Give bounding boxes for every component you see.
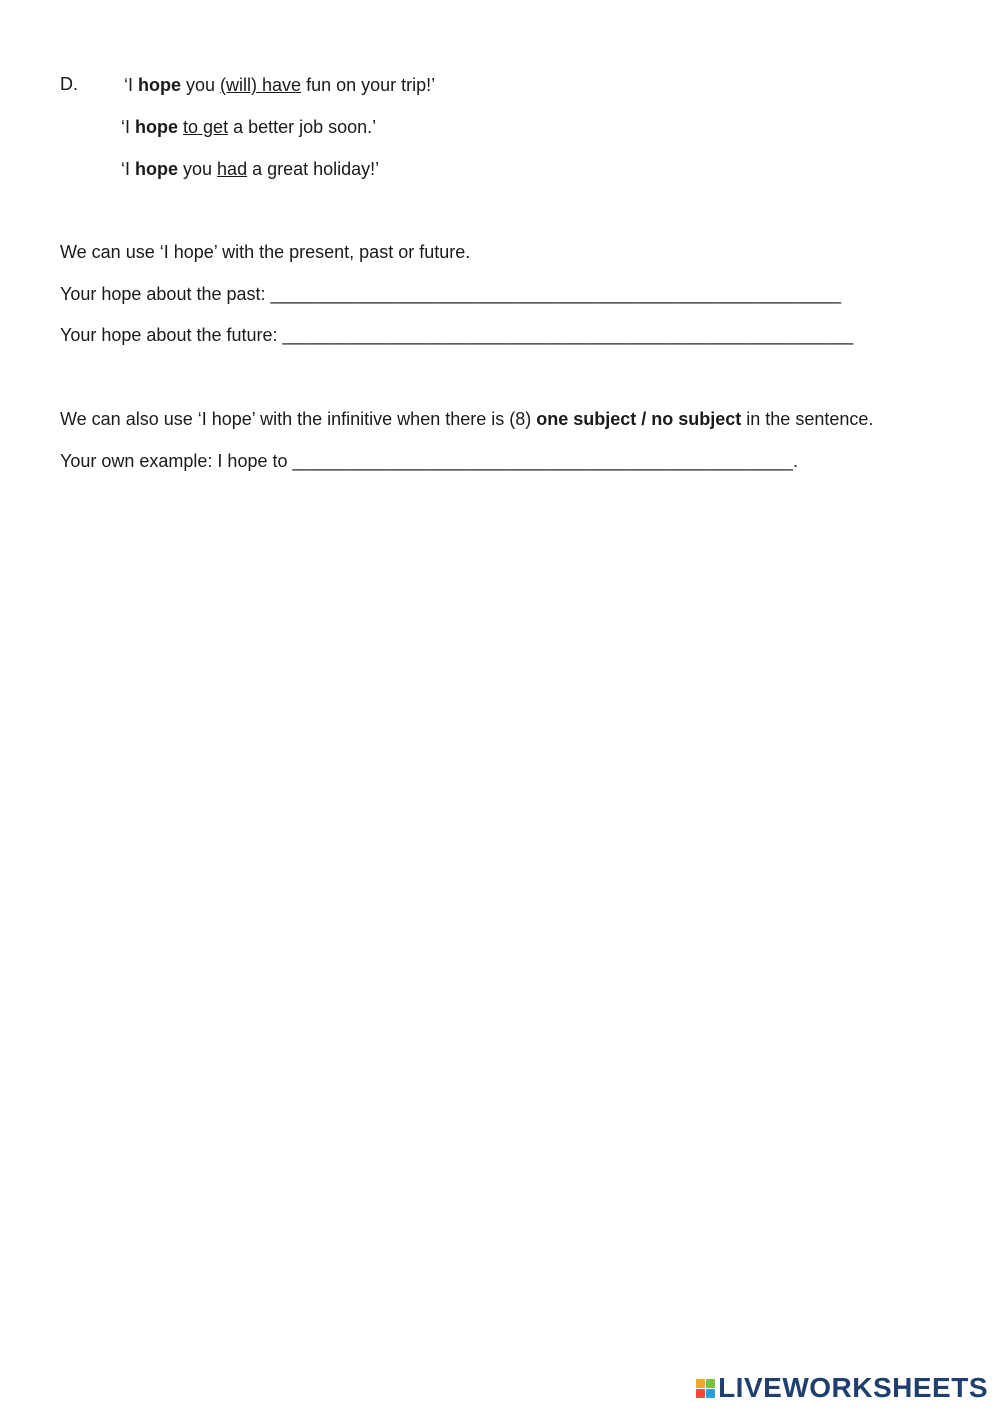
- liveworksheets-mark-icon: [696, 1379, 715, 1398]
- own-example-line: Your own example: I hope to __________________________________________________.: [60, 451, 799, 471]
- past-hope-blank[interactable]: _________________________________________________________: [270, 284, 842, 304]
- own-example-prompt: Your own example: I hope to: [60, 451, 293, 471]
- example-sentence-1: ‘I hope you (will) have fun on your trip!’: [124, 75, 436, 95]
- past-hope-prompt: Your hope about the past:: [60, 284, 271, 304]
- intro-text: We can use ‘I hope’ with the present, past or future.: [60, 242, 471, 262]
- future-hope-blank[interactable]: _________________________________________________________: [282, 325, 854, 345]
- subject-choice[interactable]: one subject / no subject: [536, 409, 742, 429]
- infinitive-rule: We can also use ‘I hope’ with the infinitive when there is (8) one subject / no subject in the sentence.: [60, 409, 874, 429]
- future-hope-prompt: Your hope about the future:: [60, 325, 283, 345]
- liveworksheets-logo: [696, 1373, 988, 1403]
- section-letter: D.: [60, 74, 78, 94]
- brand-name: LIVEWORKSHEETS: [718, 1372, 988, 1403]
- future-hope-line: [60, 324, 853, 346]
- example-sentence-2: ‘I hope to get a better job soon.’: [121, 117, 377, 137]
- own-example-blank[interactable]: __________________________________________________: [292, 451, 794, 471]
- past-hope-line: [60, 283, 841, 305]
- example-sentence-3: ‘I hope you had a great holiday!’: [121, 159, 380, 179]
